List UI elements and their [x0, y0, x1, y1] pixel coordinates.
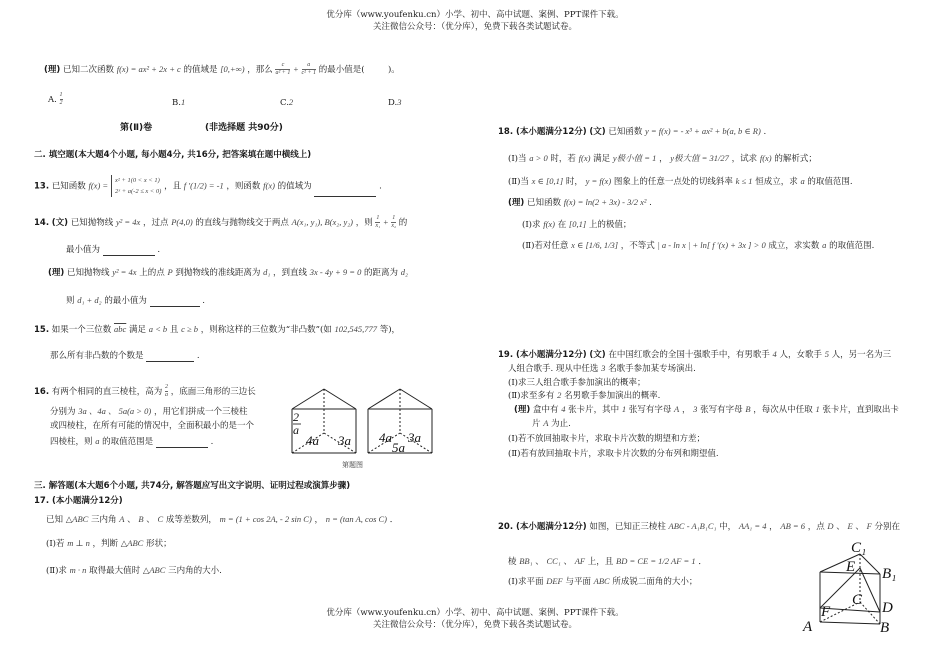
option-a — [48, 92, 63, 107]
math: AA₁ = 4 — [738, 521, 767, 531]
question-16-line-2 — [50, 406, 247, 418]
text: (Ⅱ)求至多有 — [508, 391, 555, 401]
denominator: a² + 1 — [275, 70, 291, 76]
text: 片 — [532, 419, 541, 429]
text: 在中国红歌会的全国十强歌手中，有男歌手 — [608, 350, 770, 360]
fraction — [275, 62, 290, 77]
figure-label-5a: 5a — [392, 440, 405, 455]
text: (Ⅱ)求 — [46, 566, 67, 576]
math: d₂ — [400, 267, 408, 277]
text: 已知抛物线 — [66, 268, 110, 278]
figure-caption: 第题图 — [342, 461, 363, 469]
math: ABC - A₁B₁C₁ — [668, 521, 717, 531]
option-value: 3 — [397, 97, 402, 107]
text: 时，若 — [550, 154, 576, 164]
text: 的 — [398, 218, 408, 228]
text: ，则 — [355, 218, 373, 228]
question-number: 16. — [34, 387, 50, 397]
math: AF — [574, 556, 586, 566]
question-number: 14. — [34, 218, 50, 228]
math: m = (1 + cos 2A, - 2 sin C) — [219, 514, 312, 524]
text: 上，且 — [587, 557, 614, 567]
label-b1: B₁ — [882, 566, 897, 582]
answer-blank[interactable] — [150, 297, 200, 307]
question-16-line-3: 或四棱柱，在所有可能的情况中，全面积最小的是一个 — [50, 421, 255, 431]
math: x ∈ [1/6, 1/3] — [571, 240, 619, 250]
question-title: 18. (本小题满分12分) — [498, 127, 587, 137]
question-19-part-1: (Ⅰ)求三人组合歌手参加演出的概率； — [508, 378, 646, 388]
text: 的解析式； — [774, 154, 817, 164]
text: 分别在 — [874, 522, 901, 532]
text: ，不等式 — [620, 241, 655, 251]
question-17-part-2 — [46, 565, 222, 577]
question-18-li — [508, 197, 652, 209]
question-13 — [34, 175, 382, 197]
math: 102,545,777 — [334, 324, 377, 334]
figure-label-3a: 3a — [408, 430, 421, 445]
math: y = f(x) — [585, 176, 612, 186]
text: 已知函数 — [51, 181, 86, 192]
text: 、 — [127, 515, 136, 525]
text: 时， — [565, 177, 583, 187]
question-15 — [34, 324, 400, 336]
math: △ABC — [142, 565, 166, 575]
question-17-part-1 — [46, 538, 172, 550]
figure-label-4a: 4a — [306, 433, 319, 448]
text: (Ⅰ)当 — [508, 154, 527, 164]
text: (Ⅱ)若对任意 — [522, 241, 569, 251]
math: y² = 4x — [112, 267, 137, 277]
text: 张写有字母 — [628, 405, 672, 415]
text: 的值域为 — [277, 181, 312, 192]
text: 分别为 — [50, 407, 76, 417]
math: [0,+∞) — [220, 64, 245, 74]
text: 人组合歌手. 现从中任选 — [508, 364, 599, 374]
wen-tag: (文) — [589, 350, 606, 360]
math: a — [95, 436, 100, 446]
math: A — [119, 514, 125, 524]
text: 最小值为 — [66, 245, 101, 255]
question-19-li-line-2 — [532, 418, 571, 430]
option-label: A. — [48, 95, 57, 105]
text: ，且 — [164, 181, 182, 192]
math: m · n — [69, 565, 87, 575]
question-19-part-2 — [508, 390, 660, 402]
text: 等)， — [379, 325, 401, 335]
math: a — [800, 176, 805, 186]
text: 三内角 — [91, 515, 117, 525]
numerator: a — [302, 62, 317, 70]
text: ，则称这样的三位数为“非凸数”(如 — [200, 325, 332, 335]
text: 且 — [169, 325, 179, 335]
li-tag: (理) — [508, 198, 525, 208]
figure-label-4a: 4a — [379, 430, 392, 445]
piecewise-cases — [115, 175, 161, 197]
figure-height-denominator: a — [293, 423, 299, 437]
denominator: a — [164, 392, 168, 398]
part-2-title: 第(Ⅱ)卷 — [120, 123, 153, 133]
li-tag: (理) — [44, 65, 61, 75]
text: . — [202, 296, 205, 306]
math: f ′(1/2) = -1 — [183, 180, 224, 191]
math: A — [543, 418, 549, 428]
question-14-li-line-2 — [66, 295, 205, 307]
text: . — [763, 127, 767, 137]
text: ，用它们拼成一个三棱柱 — [153, 407, 248, 417]
answer-blank[interactable] — [103, 246, 155, 256]
text: 、 — [535, 557, 544, 567]
wen-tag: (文) — [51, 218, 69, 228]
text: 的取值范围. — [829, 241, 875, 251]
math: P — [167, 267, 173, 277]
question-19-li-part-1: (Ⅰ)若不放回抽取卡片，求取卡片次数的期望和方差； — [508, 434, 705, 444]
label-c1: C₁ — [851, 540, 867, 556]
option-d — [388, 97, 401, 109]
fraction — [375, 215, 380, 230]
math: 2 — [557, 390, 562, 400]
denominator: c² + 1 — [301, 70, 317, 76]
option-value: 1 — [180, 97, 186, 107]
text: 张卡片，其中 — [568, 405, 620, 415]
text: 张卡片，直到取出卡 — [822, 405, 899, 415]
header-line-1: 优分库（www.youfenku.cn）小学、初中、高中试题、案例、PPT课件下载。 — [326, 10, 624, 20]
question-title: 20. (本小题满分12分) — [498, 522, 587, 532]
option-c — [280, 97, 293, 109]
math: | a - ln x | + ln[ f ′(x) + 3x ] > 0 — [657, 240, 766, 250]
text: 图象上的任意一点处的切线斜率 — [613, 177, 733, 187]
math: BD = CE = 1/2 AF = 1 — [616, 556, 696, 566]
text: . — [196, 351, 200, 361]
question-top — [44, 62, 400, 77]
text: ，点 — [807, 522, 825, 532]
text: )。 — [387, 65, 400, 75]
text: 四棱柱，则 — [50, 437, 93, 447]
text: (Ⅰ)若 — [46, 539, 65, 549]
footer-line-2: 关注微信公众号：（优分库），免费下载各类试题试卷。 — [372, 620, 577, 630]
question-title: 19. (本小题满分12分) — [498, 350, 587, 360]
question-17-title: 17. (本小题满分12分) — [34, 496, 123, 506]
question-number: 13. — [34, 181, 50, 192]
label-d: D — [882, 600, 893, 616]
math: f(x) — [543, 219, 555, 229]
question-14-li — [48, 267, 408, 279]
question-18-part-2 — [508, 176, 853, 188]
text: ，那么 — [247, 65, 273, 75]
answer-blank[interactable] — [146, 352, 194, 362]
text: 的直线与抛物线交于两点 — [195, 218, 289, 228]
math: [0,1] — [568, 219, 587, 229]
option-b — [172, 97, 185, 109]
math: y = f(x) = - x³ + ax² + b(a, b ∈ R) — [645, 126, 761, 136]
text: ， — [769, 522, 778, 532]
text: ，底面三角形的三边长 — [170, 387, 256, 397]
text: 如图，已知正三棱柱 — [589, 522, 666, 532]
text: 人，另一名为三 — [831, 350, 892, 360]
question-16 — [34, 384, 256, 399]
math: f(x) = — [88, 180, 109, 191]
prism-figure — [284, 383, 442, 473]
question-16-line-4 — [50, 436, 213, 448]
option-label: C. — [280, 98, 289, 108]
math: △ABC — [120, 538, 144, 548]
math: B — [138, 514, 144, 524]
question-20-line-2 — [508, 556, 707, 568]
math: A(x₁, y₁), B(x₂, y₂) — [291, 217, 354, 227]
text: ． — [698, 557, 707, 567]
math: P(4,0) — [171, 217, 193, 227]
text: 有两个相同的直三棱柱，高为 — [51, 387, 163, 397]
fraction — [302, 62, 317, 77]
text: 、 — [836, 522, 845, 532]
text: 到抛物线的准线距离为 — [175, 268, 261, 278]
numerator: 1 — [376, 215, 380, 221]
text: ，过点 — [143, 218, 169, 228]
math: BB₁ — [519, 556, 533, 566]
figure-height-numerator: 2 — [293, 410, 299, 424]
text: 盒中有 — [532, 405, 559, 415]
question-19-line-2 — [508, 363, 696, 375]
question-18 — [498, 126, 766, 138]
option-label: B. — [172, 98, 181, 108]
text: 那么所有非凸数的个数是 — [50, 351, 144, 361]
math: a < b — [148, 324, 168, 334]
math: C — [157, 514, 164, 524]
math: D — [827, 521, 834, 531]
label-a: A — [803, 619, 813, 634]
plus-sign: + — [382, 217, 389, 227]
case-2: 2ˣ + a(-2 ≤ x < 0) — [115, 188, 162, 195]
denominator: x₁ — [375, 223, 381, 229]
text: ，试求 — [731, 154, 758, 164]
text: ，到直线 — [273, 268, 308, 278]
plus-sign: + — [293, 64, 299, 74]
math: f(x) = ax² + 2x + c — [116, 64, 181, 74]
text: 已知二次函数 — [62, 65, 114, 75]
question-18-li-part-2 — [522, 240, 874, 252]
text: 形状； — [146, 539, 172, 549]
fraction — [60, 92, 63, 107]
math: DEF — [546, 576, 563, 586]
text: 的取值范围是 — [102, 437, 154, 447]
li-tag: (理) — [514, 405, 531, 415]
math: d₁ — [263, 267, 271, 277]
question-20-part-1 — [508, 576, 697, 588]
text: ， — [681, 405, 691, 415]
text: ， — [314, 515, 324, 525]
section-3-heading: 三. 解答题(本大题6个小题, 共74分, 解答题应写出文字说明、证明过程或演算步骤) — [34, 481, 351, 491]
text: . — [210, 437, 214, 447]
text: 满足 — [593, 154, 611, 164]
text: 已知函数 — [608, 127, 643, 137]
math: f(x) — [759, 153, 772, 163]
footer-line-1: 优分库（www.youfenku.cn）小学、初中、高中试题、案例、PPT课件下载。 — [326, 608, 624, 618]
math: △ABC — [65, 514, 89, 524]
question-19-li-part-2: (Ⅱ)若有放回抽取卡片，求取卡片次数的分布列和期望值. — [508, 449, 719, 459]
numerator: 1 — [392, 215, 396, 221]
text: 所成锐二面角的大小； — [612, 577, 698, 587]
text: 名男歌手参加演出的概率. — [564, 391, 661, 401]
label-f: F — [821, 604, 831, 620]
question-number: 15. — [34, 325, 50, 335]
math: 4 — [561, 404, 566, 414]
question-15-line-2 — [50, 351, 200, 362]
math: 3 — [601, 363, 606, 373]
figure-label-3a: 3a — [338, 433, 351, 448]
label-b: B — [880, 620, 890, 634]
text: 成等差数列， — [165, 515, 217, 525]
text: 已知抛物线 — [70, 218, 114, 228]
text: 三内角的大小. — [168, 566, 222, 576]
math: 3a 、4a 、 5a(a > 0) — [78, 406, 152, 416]
math: y² = 4x — [115, 217, 141, 227]
math: $\overline{abc}$ — [113, 324, 127, 334]
math: k ≤ 1 — [735, 176, 753, 186]
math: E — [847, 521, 853, 531]
option-label: D. — [388, 98, 398, 108]
math: a — [822, 240, 827, 250]
option-value: 2 — [288, 97, 294, 107]
math: 4 — [772, 349, 777, 359]
math: c ≥ b — [181, 324, 199, 334]
math: CC₁ — [546, 556, 561, 566]
question-14 — [34, 215, 407, 230]
math: f(x) = ln(2 + 3x) - 3/2 x² — [563, 197, 647, 207]
text: 、 — [563, 557, 572, 567]
fraction — [165, 384, 168, 399]
question-18-part-1 — [508, 153, 817, 165]
math: A — [674, 404, 680, 414]
text: . — [379, 181, 382, 192]
math: d₁ + d₂ — [77, 295, 102, 305]
label-e: E — [846, 559, 856, 575]
header-line-2: 关注微信公众号：（优分库），免费下载各类试题试卷。 — [372, 22, 577, 32]
math: 5 — [824, 349, 829, 359]
text: ，判断 — [92, 539, 119, 549]
text: 如果一个三位数 — [51, 325, 112, 335]
math: a > 0 — [529, 153, 548, 163]
text: 的距离为 — [364, 268, 399, 278]
math: n = (tan A, cos C) — [325, 514, 388, 524]
question-17 — [46, 514, 398, 526]
brace — [111, 175, 113, 197]
text: 在 — [557, 220, 567, 230]
text: ， — [659, 154, 668, 164]
question-19 — [498, 349, 891, 361]
math: 3 — [693, 404, 698, 414]
answer-blank[interactable] — [314, 187, 376, 197]
text: 的最小值是( — [318, 65, 365, 75]
math: ABC — [593, 576, 610, 586]
denominator: 2 — [59, 100, 63, 106]
math: f(x) — [578, 153, 591, 163]
math: AB = 6 — [780, 521, 805, 531]
text: 已知函数 — [526, 198, 561, 208]
text: (Ⅱ)当 — [508, 177, 529, 187]
text: ，每次从中任取 — [753, 405, 813, 415]
text: 人，女歌手 — [779, 350, 822, 360]
text: 的最小值为 — [104, 296, 147, 306]
text: (Ⅰ)求 — [522, 220, 541, 230]
math: B — [745, 404, 751, 414]
question-20 — [498, 521, 900, 533]
text: 上的点 — [139, 268, 165, 278]
numerator: c — [275, 62, 290, 70]
text: 则 — [66, 296, 75, 306]
question-14-line-2 — [66, 245, 160, 256]
case-1: x² + 1(0 < x < 1) — [115, 177, 160, 184]
text: 满足 — [128, 325, 146, 335]
text: 恒成立，求 — [755, 177, 798, 187]
math: y极小值 = 1 — [612, 153, 657, 163]
text: (Ⅰ)求平面 — [508, 577, 544, 587]
part-2-subtitle: (非选择题 共90分) — [205, 123, 283, 133]
text: ，则函数 — [226, 181, 261, 192]
math: 1 — [621, 404, 627, 414]
label-c: C — [852, 592, 863, 608]
question-18-li-part-1 — [522, 219, 631, 231]
denominator: x₂ — [391, 223, 397, 229]
text: 与平面 — [565, 577, 591, 587]
text: 、 — [855, 522, 864, 532]
text: 取得最大值时 — [89, 566, 141, 576]
math: F — [866, 521, 872, 531]
math: m ⊥ n — [67, 538, 90, 548]
numerator: 2 — [164, 384, 168, 390]
text: ． — [389, 515, 399, 525]
text: 上的极值； — [588, 220, 632, 230]
section-2-heading: 二. 填空题(本大题4个小题, 每小题4分, 共16分, 把答案填在题中横线上) — [34, 150, 312, 160]
text: 的取值范围. — [807, 177, 853, 187]
text: 中， — [719, 522, 737, 532]
numerator: 1 — [59, 92, 63, 98]
text: 已知 — [46, 515, 64, 525]
math: 3x - 4y + 9 = 0 — [309, 267, 362, 277]
text: 的值域是 — [183, 65, 218, 75]
text: 成立，求实数 — [768, 241, 820, 251]
text: 为止. — [551, 419, 571, 429]
math: y极大值 = 31/27 — [670, 153, 729, 163]
text: 张写有字母 — [700, 405, 743, 415]
math: x ∈ [0,1] — [531, 176, 564, 186]
text: 名歌手参加某专场演出. — [608, 364, 696, 374]
text: 棱 — [508, 557, 517, 567]
wen-tag: (文) — [589, 127, 606, 137]
question-19-li — [514, 404, 899, 416]
text: 、 — [146, 515, 155, 525]
li-tag: (理) — [48, 268, 65, 278]
math: 1 — [815, 404, 820, 414]
answer-blank[interactable] — [156, 438, 208, 448]
math: f(x) — [263, 180, 275, 191]
text: . — [649, 198, 652, 208]
text: . — [157, 245, 161, 255]
fraction — [391, 215, 396, 230]
